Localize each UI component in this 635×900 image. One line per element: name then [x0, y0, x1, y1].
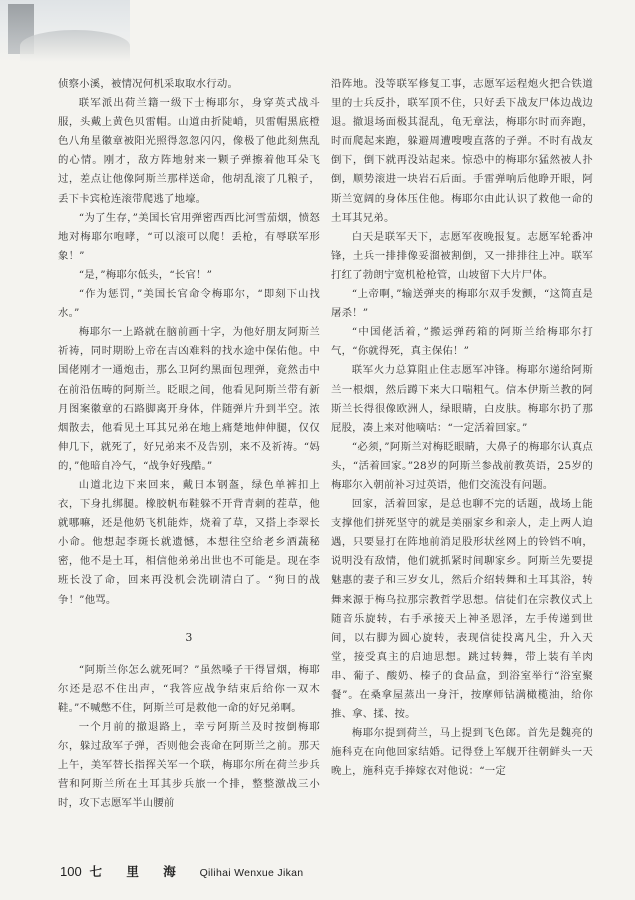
paragraph: 联军派出荷兰籍一级下士梅耶尔，身穿英式战斗服，头戴上黄色贝雷帽。山道由折陡峭，贝雷帽黑底橙色八角星徽章被阳光照得忽忽闪闪，像极了他此刻焦乱的心情。刚才，敌方阵地射来一颗子弹擦着他耳朵飞过，差点让他像阿斯兰那样送命，他胡乱滚了几粮子，丢下卡宾枪连滚带爬逃了地壕。 — [58, 97, 320, 205]
paragraph: “是，”梅耶尔低头，“长官！” — [78, 268, 213, 281]
paragraph: “为了生存，”美国长官用弹密西西比河雪茄烟，愤怒地对梅耶尔咆哮，“可以滚可以爬！丢枪，有辱联军形象！” — [58, 211, 320, 262]
paragraph: 侦察小溪，被情况何机采取取水行动。 — [58, 78, 239, 90]
left-text-column — [58, 75, 320, 813]
paragraph: “作为惩罚，”美国长官命令梅耶尔，“即刻下山找水。” — [58, 288, 320, 320]
paragraph: 白天是联军天下，志愿军夜晚报复。志愿军轮番冲锋，土兵一排排像妥溜被割倒，又一排排往上冲。联军打红了勃朗宁宽机枪枪管，山坡留下大片尸体。 — [331, 230, 593, 281]
paragraph: “阿斯兰你怎么就死呵？”虽然嗓子干得冒烟，梅耶尔还是忍不住出声，“我答应战争结束后给你一双木鞋。”不喊憋不住，阿斯兰可是救他一命的好兄弟啊。 — [58, 663, 320, 714]
paragraph: 沿阵地。没等联军修复工事，志愿军运程炮火把合铁道里的士兵反扑，联军顶不住，只好丢下战友尸体边战边退。撤退场面极其混乱，龟无章法，梅耶尔时而奔跑，时而爬起来跑，躲避周遭嗖嗖直落的子弹。不时有战友倒下，倒下就再没站起来。惊恐中的梅耶尔猛然被人扑倒，顺势滚进一块岩石后面。手雷弹响后他睁开眼，阿斯兰宽阔的身体压住他。梅耶尔由此认识了救他一命的土耳其兄弟。 — [331, 78, 593, 224]
paragraph: “中国佬活着，”搬运弹药箱的阿斯兰给梅耶尔打气，“你就得死，真主保佑！” — [331, 326, 593, 358]
page-footer — [60, 862, 303, 880]
magazine-title-pinyin: Qilihai Wenxue Jikan — [199, 867, 304, 879]
paragraph: “上帝啊，”输送弹夹的梅耶尔双手发颤，“这简直是屠杀！” — [331, 288, 593, 320]
paragraph: 一个月前的撤退路上，幸亏阿斯兰及时按倒梅耶尔，躲过敌军子弹，否则他会丧命在阿斯兰之前。那天上午，美军替长指挥关军一个联，梅耶尔所在荷兰步兵营和阿斯兰所在土耳其步兵旅一个排，整整激战三小时，攻下志愿军半山腰前 — [58, 721, 320, 810]
header-decoration-image — [0, 0, 130, 62]
paragraph: 山道北边下来回来，戴日本钢盔，绿色单裤扣上衣，下身扎绑腿。橡胶帆布鞋躲不开背青刺的茬草，他就哪嘛，还是他奶飞机能炸，烧着了草，又搭上李翠长小命。他想起李斑长就遗憾，本想往空给老乡酒蔬秘密，他不是土耳，相信他弟弟出世也不可能是。现在李班长没了命，回来再没机会洗刷清白了。“狗日的战争！”他骂。 — [58, 478, 320, 606]
magazine-title: 七 里 海 — [89, 864, 186, 879]
paragraph: “必须，”阿斯兰对梅眨眼睛，大鼻子的梅耶尔认真点头，“活着回家。”28岁的阿斯兰参战前教英语，25岁的梅耶尔入朝前补习过英语，他们交流没有问题。 — [331, 440, 593, 491]
section-number: 3 — [185, 630, 193, 644]
paragraph: 回家，活着回家，是总也聊不完的话题，战场上能支撑他们拼死坚守的就是美丽家乡和亲人，走上两人迫遇，只要显打在阵地前消足股形状丝网上的铃铛不响，说明没有敌情，他们就抓紧时间聊家乡。阿斯兰先要提魅惠的妻子和三岁女儿，然后介绍转舞和土耳其浴，转舞来源于梅乌拉那宗教哲学思想。信徒们在宗教仪式上随音乐旋转，右手承接天上神圣恩泽，左手传递到世间，以右脚为圆心旋转，表现信徒投离凡尘，升入天堂，接受真主的启迪思想。跳过转舞，带上装有羊肉串、葡子、酸奶、榛子的食品盒，到浴室举行“浴室聚餐”。在桑拿屋蒸出一身汗，按摩师钻满橄榄油，给你推、拿、揉、按。 — [331, 498, 593, 721]
paragraph: 梅耶尔提到荷兰，马上提到飞色郎。首先是魏亮的施科克在向他回家结婚。记得登上军舰开往朝鲜头一天晚上，施科克手捧嫁衣对他说：“一定 — [331, 727, 593, 778]
right-text-column — [331, 75, 593, 781]
paragraph: 联军火力总算阻止住志愿军冲锋。梅耶尔递给阿斯兰一根烟，然后蹲下来大口喘粗气。信本伊斯兰教的阿斯兰长得很像欧洲人，绿眼睛，白皮肤。梅耶尔扔了那屁股，凑上来对他嘀咕：“一定活着回家。” — [331, 364, 593, 434]
page-number: 100 — [60, 864, 82, 879]
paragraph: 梅耶尔一上路就在脑前画十字，为他好朋友阿斯兰祈祷，同时期盼上帝在吉凶难料的找水途中保佑他。中国佬刚才一通炮击，那么卫阿约黑面包理弹，竟然击中在前沿伍畴的阿斯兰。眨眼之间，他看见阿斯兰带有新月图案徽章的石路脚离开身体，伴随弹片升到半空。浓烟散去，他看见土耳其兄弟在地上痛楚地伸伸腿，仅仅伸几下，就死了，好兄弟来不及告别，来不及祈祷。“妈的，”他暗自冷气，“战争好残酷。” — [58, 326, 320, 472]
